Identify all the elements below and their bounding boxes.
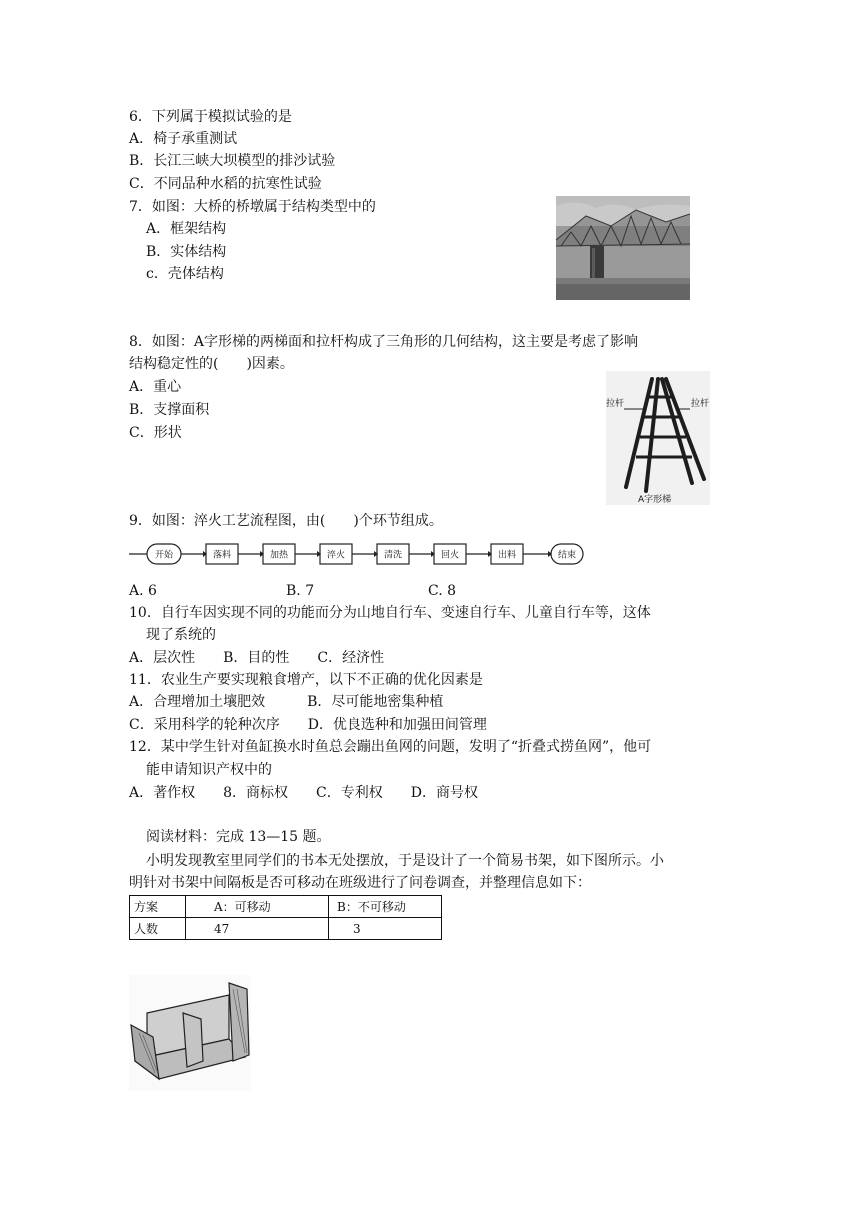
flow-label-0: 开始 — [154, 550, 174, 561]
reading-para-line2: 明针对书架中间隔板是否可移动在班级进行了问卷调查，并整理信息如下： — [129, 875, 591, 891]
reading-para-line1: 小明发现教室里同学们的书本无处摆放，于是设计了一个简易书架，如下图所示。小 — [146, 853, 664, 869]
table-cell: 47 — [186, 918, 329, 940]
bookshelf-figure — [129, 975, 251, 1091]
q6-option-b: B．长江三峡大坝模型的排沙试验 — [129, 153, 336, 169]
q11-stem: 11．农业生产要实现粮食增产，以下不正确的优化因素是 — [129, 672, 483, 688]
table-row — [130, 918, 442, 940]
flow-label-2: 加热 — [269, 550, 289, 561]
q6-option-a: A．椅子承重测试 — [129, 131, 238, 147]
quench-flow-chart — [129, 538, 584, 572]
a-frame-ladder-figure — [606, 371, 710, 505]
q8-option-b: B．支撑面积 — [129, 402, 210, 418]
q7-option-a: A．框架结构 — [146, 221, 227, 237]
q10-options: A．层次性 B．目的性 C．经济性 — [129, 650, 385, 666]
q6-option-c: C．不同品种水稻的抗寒性试验 — [129, 176, 322, 192]
q11-options-line1: A．合理增加土壤肥效 B．尽可能地密集种植 — [129, 694, 444, 710]
q10-stem-line2: 现了系统的 — [146, 627, 216, 643]
ladder-label-right: 拉杆 — [691, 399, 710, 409]
q12-options: A．著作权 8．商标权 C．专利权 D．商号权 — [129, 785, 478, 801]
q6-stem: 6．下列属于模拟试验的是 — [129, 109, 292, 125]
reading-intro: 阅读材料：完成 13—15 题。 — [146, 829, 331, 845]
bridge-photo — [556, 196, 690, 300]
q8-option-c: C．形状 — [129, 425, 182, 441]
q12-stem-line2: 能申请知识产权中的 — [146, 762, 272, 778]
q7-option-c: c．壳体结构 — [146, 266, 224, 282]
flow-label-7: 结束 — [557, 550, 577, 561]
q12-stem-line1: 12．某中学生针对鱼缸换水时鱼总会蹦出鱼网的问题，发明了“折叠式捞鱼网”，他可 — [129, 739, 652, 755]
ladder-caption: A字形梯 — [638, 495, 672, 505]
q7-option-b: B．实体结构 — [146, 244, 227, 260]
q8-option-a: A．重心 — [129, 379, 182, 395]
survey-table — [129, 895, 442, 940]
q11-options-line2: C．采用科学的轮种次序 D．优良选种和加强田间管理 — [129, 717, 487, 733]
q7-stem: 7．如图：大桥的桥墩属于结构类型中的 — [129, 199, 376, 215]
flow-label-1: 落料 — [212, 550, 232, 561]
q9-option-c: C. 8 — [428, 583, 457, 599]
q8-stem-line2: 结构稳定性的( )因素。 — [129, 356, 294, 372]
table-cell: 方案 — [130, 896, 186, 918]
flow-label-4: 清洗 — [383, 550, 403, 561]
q10-stem-line1: 10．自行车因实现不同的功能而分为山地自行车、变速自行车、儿童自行车等，这体 — [129, 605, 651, 621]
flow-label-3: 淬火 — [326, 550, 346, 561]
q8-stem-line1: 8．如图：A字形梯的两梯面和拉杆构成了三角形的几何结构，这主要是考虑了影响 — [129, 334, 639, 350]
flow-label-6: 出料 — [497, 550, 517, 561]
table-cell: 3 — [329, 918, 442, 940]
q9-stem: 9．如图：淬火工艺流程图，由( )个环节组成。 — [129, 513, 443, 529]
table-row — [130, 896, 442, 918]
q9-option-a: A. 6 — [129, 583, 157, 599]
flow-label-5: 回火 — [440, 550, 460, 561]
ladder-label-left: 拉杆 — [606, 399, 625, 409]
q9-option-b: B. 7 — [286, 583, 315, 599]
table-cell: A：可移动 — [186, 896, 329, 918]
table-cell: 人数 — [130, 918, 186, 940]
table-cell: B：不可移动 — [329, 896, 442, 918]
